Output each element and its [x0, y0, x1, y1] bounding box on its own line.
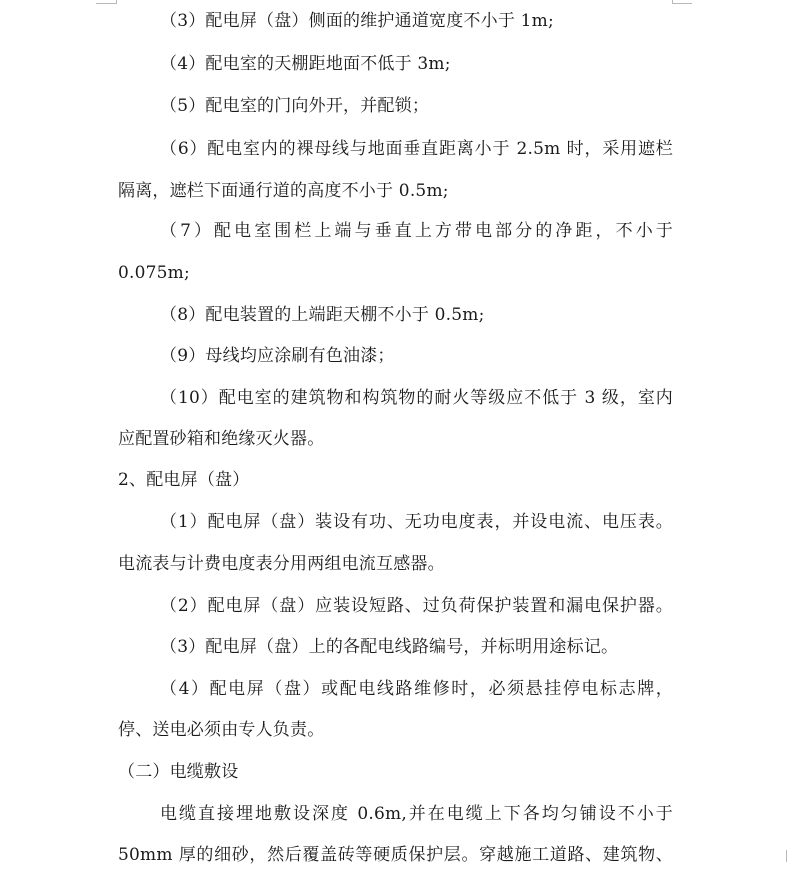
text-line: （8）配电装置的上端距天棚不小于 0.5m; [160, 305, 485, 325]
text-line: 电缆直接埋地敷设深度 0.6m,并在电缆上下各均匀铺设不小于 [160, 804, 673, 824]
text-line: 隔离，遮栏下面通行道的高度不小于 0.5m; [118, 181, 449, 201]
text-line: 50mm 厚的细砂，然后覆盖砖等硬质保护层。穿越施工道路、建筑物、 [118, 845, 673, 865]
text-line: 电流表与计费电度表分用两组电流互感器。 [118, 554, 445, 574]
text-line: 0.075m; [118, 263, 190, 283]
subsection-heading: （二）电缆敷设 [118, 762, 239, 782]
text-line: （2）配电屏（盘）应装设短路、过负荷保护装置和漏电保护器。 [160, 596, 673, 616]
text-line: （7）配电室围栏上端与垂直上方带电部分的净距，不小于 [160, 221, 673, 241]
text-line: （10）配电室的建筑物和构筑物的耐火等级应不低于 3 级，室内 [160, 388, 673, 408]
text-line: （3）配电屏（盘）上的各配电线路编号，并标明用途标记。 [160, 637, 619, 657]
crop-mark-top-right-h [672, 3, 692, 4]
text-line: （4）配电屏（盘）或配电线路维修时，必须悬挂停电标志牌， [160, 679, 673, 699]
text-line: （5）配电室的门向外开，并配锁； [160, 96, 430, 116]
crop-mark-bottom-right [786, 850, 790, 862]
text-line: （9）母线均应涂刷有色油漆； [160, 346, 395, 366]
text-line: （1）配电屏（盘）装设有功、无功电度表，并设电流、电压表。 [160, 512, 673, 532]
text-line: （3）配电屏（盘）侧面的维护通道宽度不小于 1m; [160, 11, 554, 31]
text-line: 应配置砂箱和绝缘灭火器。 [118, 429, 325, 449]
text-line: 停、送电必须由专人负责。 [118, 720, 325, 740]
crop-mark-top-left-h [96, 3, 116, 4]
section-heading: 2、配电屏（盘） [118, 470, 250, 490]
text-line: （4）配电室的天棚距地面不低于 3m; [160, 54, 451, 74]
text-line: （6）配电室内的裸母线与地面垂直距离小于 2.5m 时，采用遮栏 [160, 139, 673, 159]
